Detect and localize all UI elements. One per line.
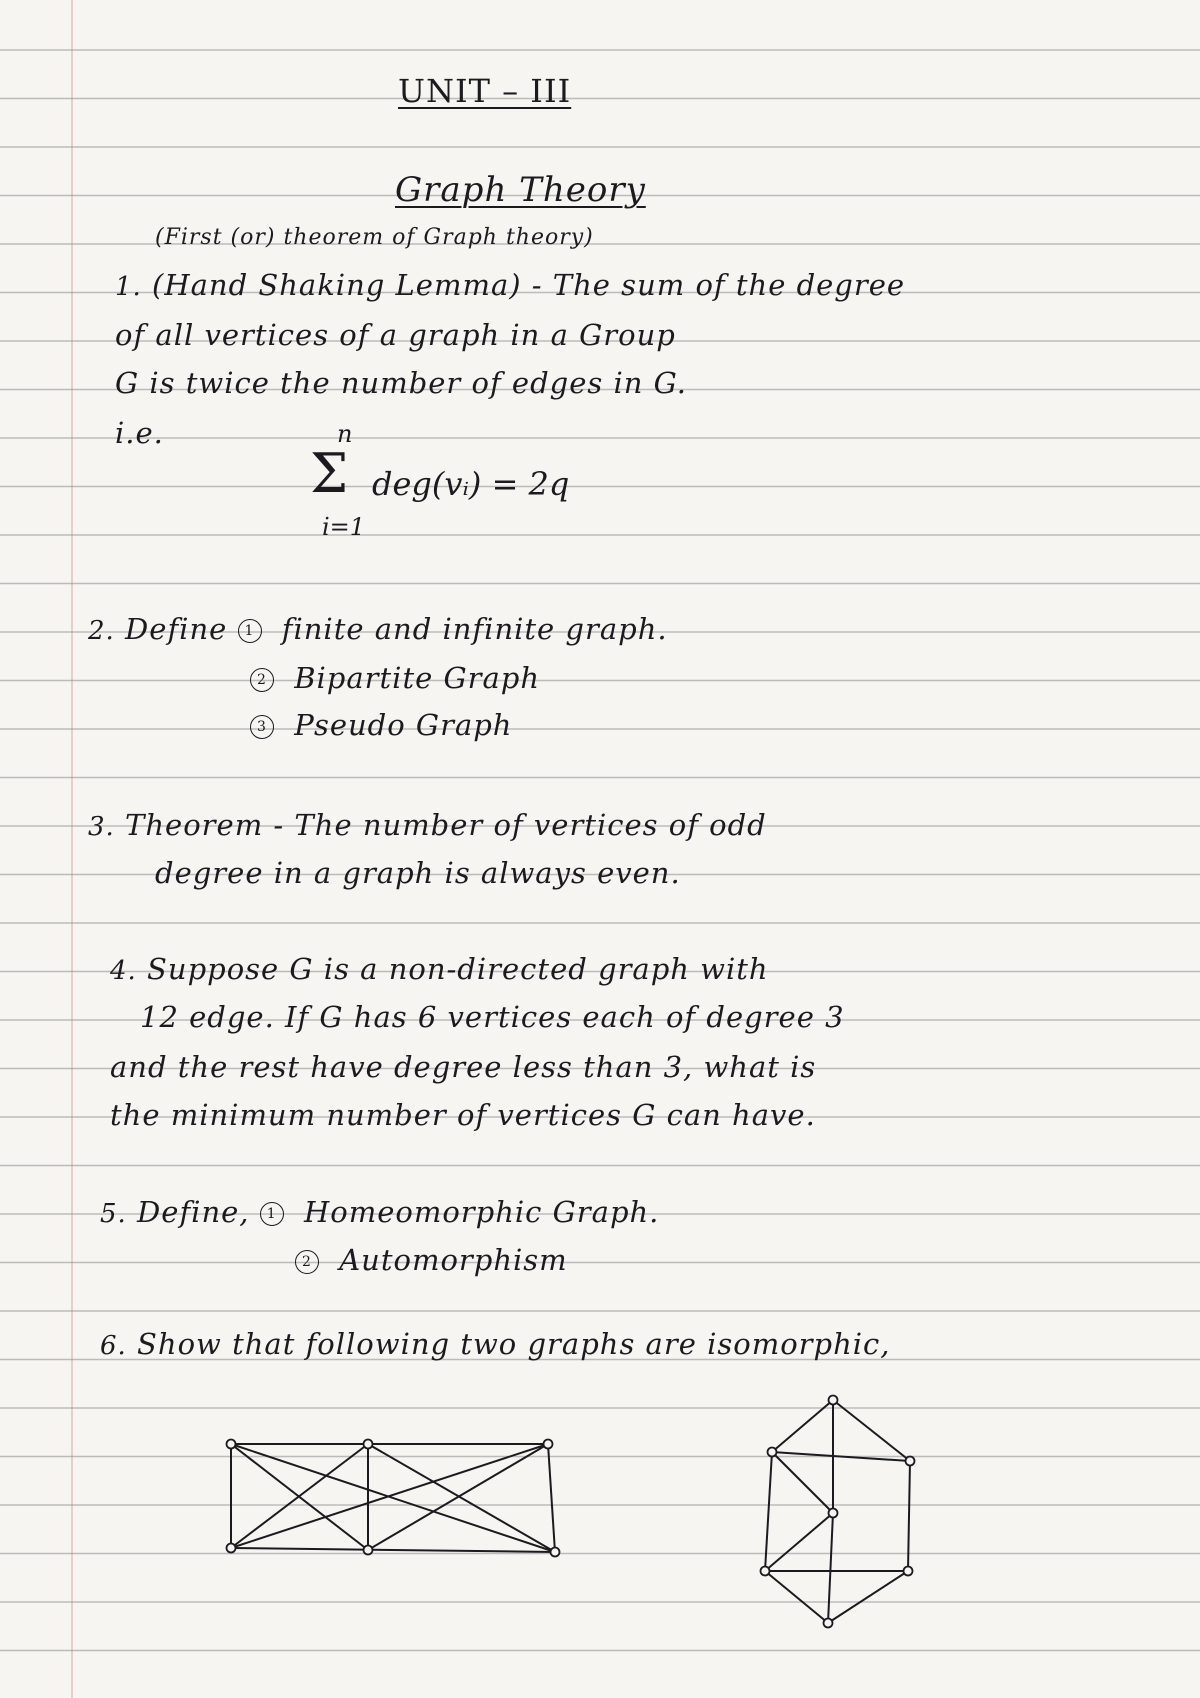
- q4-line-4: the minimum number of vertices G can have.: [110, 1098, 816, 1132]
- q3-text-1: Theorem - The number of vertices of odd: [125, 808, 767, 842]
- graph-1-vertex: [544, 1440, 553, 1449]
- q4-line-1: [110, 952, 769, 986]
- graph-2-vertex: [824, 1619, 833, 1628]
- graph-1-edge: [231, 1548, 555, 1552]
- q3-line-1: [88, 808, 767, 842]
- graph-2-edge: [765, 1513, 833, 1571]
- graph-2-edge: [772, 1452, 910, 1461]
- q3-line-2: degree in a graph is always even.: [155, 856, 681, 890]
- graph-2-vertex: [906, 1457, 915, 1466]
- q1-line-1: [115, 268, 905, 302]
- q2-item-3: Pseudo Graph: [294, 708, 513, 742]
- q2-define: Define: [125, 612, 228, 646]
- q2-item-1: finite and infinite graph.: [281, 612, 668, 646]
- graph-1: [200, 1420, 580, 1570]
- q2-marker-3: 3: [250, 715, 274, 739]
- graph-2-vertex: [904, 1567, 913, 1576]
- q5-line-1: [100, 1195, 659, 1229]
- q5-item-1: Homeomorphic Graph.: [303, 1195, 660, 1229]
- q4-line-3: and the rest have degree less than 3, what is: [110, 1050, 817, 1084]
- graph-2-vertex: [761, 1567, 770, 1576]
- q4-number: 4.: [110, 956, 137, 986]
- graph-1-edge: [548, 1444, 555, 1552]
- q3-number: 3.: [88, 812, 115, 842]
- graph-2-edge: [908, 1461, 910, 1571]
- graph-2-vertex: [768, 1448, 777, 1457]
- graph-2-vertex: [829, 1396, 838, 1405]
- q1-number: 1.: [115, 272, 142, 302]
- q2-number: 2.: [88, 616, 115, 646]
- sum-upper-limit: n: [337, 420, 353, 448]
- q1-line-2: of all vertices of a graph in a Group: [115, 318, 676, 352]
- q5-line-2: [295, 1243, 568, 1277]
- formula-expression: deg(vᵢ) = 2q: [372, 465, 570, 503]
- graph-1-vertex: [364, 1546, 373, 1555]
- q1-text-1: (Hand Shaking Lemma) - The sum of the degree: [152, 268, 906, 302]
- graph-1-edges: [231, 1444, 555, 1552]
- q2-line-3: [250, 708, 512, 742]
- q2-item-2: Bipartite Graph: [294, 661, 541, 695]
- q5-item-2: Automorphism: [339, 1243, 568, 1277]
- graph-1-vertex: [551, 1548, 560, 1557]
- graph-2-edge: [772, 1400, 833, 1452]
- graph-2-edge: [833, 1400, 910, 1461]
- graph-2-edge: [828, 1513, 833, 1623]
- graph-2-vertex: [829, 1509, 838, 1518]
- q2-marker-1: 1: [238, 619, 262, 643]
- q5-define: Define,: [137, 1195, 250, 1229]
- unit-title: UNIT – III: [398, 72, 572, 110]
- q5-number: 5.: [100, 1199, 127, 1229]
- q1-line-3: G is twice the number of edges in G.: [115, 366, 687, 400]
- q1-line-4: i.e.: [115, 416, 164, 450]
- q2-line-1: [88, 612, 668, 646]
- q2-line-2: [250, 661, 540, 695]
- q5-marker-2: 2: [295, 1250, 319, 1274]
- graph-2-edge: [828, 1571, 908, 1623]
- graph-2: [730, 1380, 940, 1640]
- graph-1-vertex: [227, 1440, 236, 1449]
- graph-2-edge: [765, 1452, 772, 1571]
- sum-lower-limit: i=1: [322, 513, 366, 541]
- q4-line-2: 12 edge. If G has 6 vertices each of degree 3: [140, 1000, 845, 1034]
- subtitle: (First (or) theorem of Graph theory): [155, 225, 594, 250]
- q6-number: 6.: [100, 1331, 127, 1361]
- graph-2-edge: [772, 1452, 833, 1513]
- topic-title: Graph Theory: [395, 170, 646, 210]
- graph-1-vertex: [364, 1440, 373, 1449]
- q5-marker-1: 1: [260, 1202, 284, 1226]
- graph-2-edge: [765, 1571, 828, 1623]
- q6-line-1: [100, 1327, 891, 1361]
- q2-marker-2: 2: [250, 668, 274, 692]
- sigma-symbol: Σ: [310, 442, 349, 505]
- q6-text-1: Show that following two graphs are isomorphic,: [137, 1327, 891, 1361]
- q4-text-1: Suppose G is a non-directed graph with: [147, 952, 769, 986]
- graph-1-vertex: [227, 1544, 236, 1553]
